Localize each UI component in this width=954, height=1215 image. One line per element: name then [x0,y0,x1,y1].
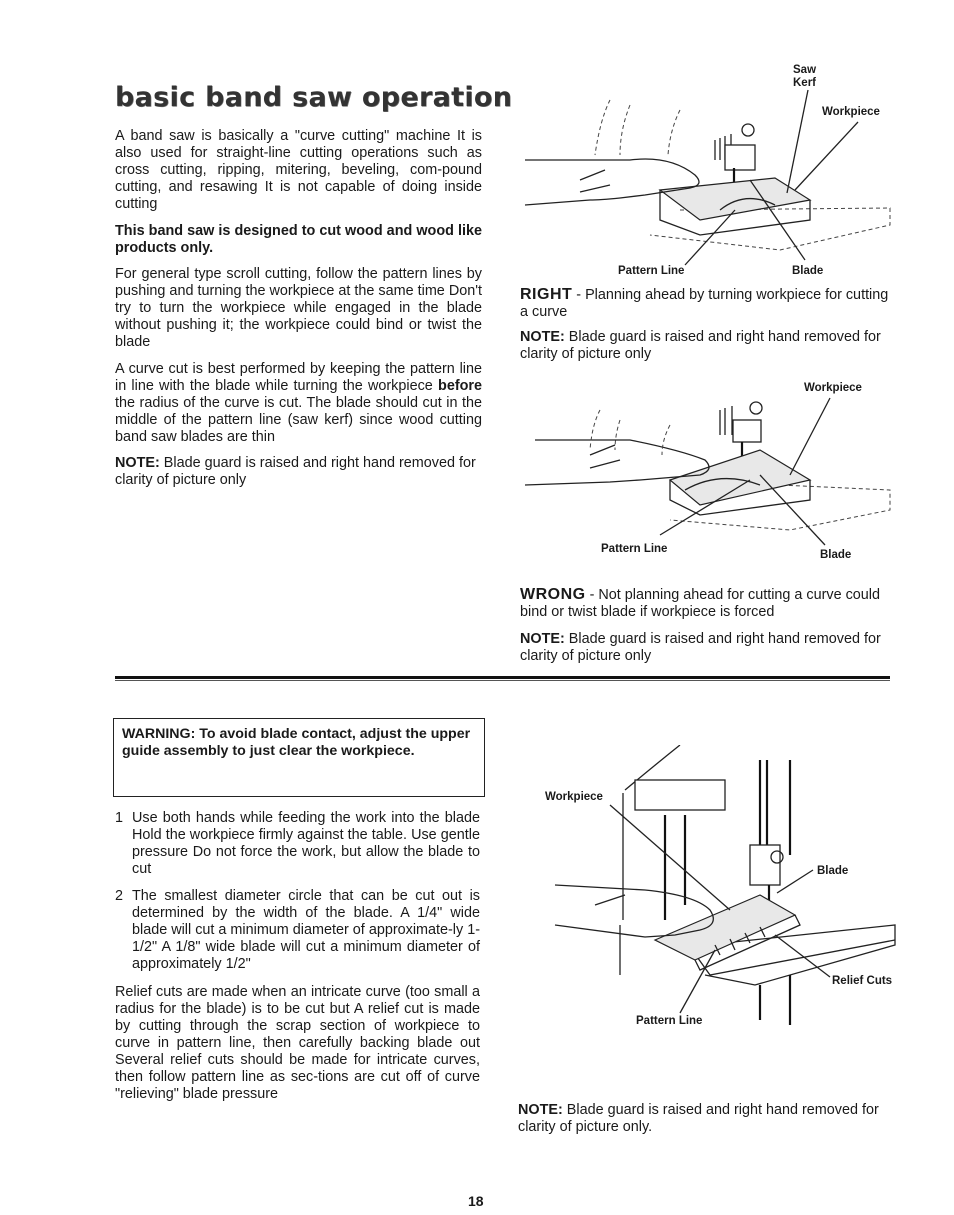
wrong-caption [520,586,890,621]
step-2 [115,888,480,973]
wrong-caption-text: - Not planning ahead for cutting a curve could bind or twist blade if workpiece is forced [520,587,881,620]
saw-kerf-label: Saw Kerf [793,64,817,89]
workpiece-pointer [795,122,858,190]
workpiece-pointer [790,398,830,475]
intro-paragraph: A band saw is basically a "curve cutting" machine It is also used for straight-line cutting operations such as cross cutting, ripping, mitering, beveling, com-pound cutting, and resawing It is not capable of doing inside cutting [115,128,482,212]
step-1 [115,810,480,878]
step-number: 2 [115,888,124,904]
note-label: NOTE: [115,455,160,471]
relief-cuts-paragraph: Relief cuts are made when an intricate curve (too small a radius for the blade) is to be cut but A relief cut is made by cutting through the scrap section of workpiece to curve in pattern line, then carefully backing blade out Several relief cuts should be made for intricate curves, then follow pattern line as sec-tions are cut off of curve "relieving" blade pressure [115,984,480,1102]
blade-guide-block [725,145,755,170]
relief-cuts-pointer [775,935,830,977]
right-caption-head: RIGHT [520,286,573,303]
workpiece-shape [660,178,810,220]
step-text: Use both hands while feeding the work into the blade Hold the workpiece firmly against the table. Use gentle pressure Do not force the work, but allow the blade to cut [132,810,480,877]
wrong-caption-head: WRONG [520,586,586,603]
wrong-cut-illustration [520,380,900,570]
right-cut-illustration [520,60,900,275]
right-caption-text: - Planning ahead by turning workpiece for cutting a curve [520,287,889,320]
relief-note: NOTE: Blade guard is raised and right hand removed for clarity of picture only. [518,1102,879,1135]
upper-wheel-housing [635,780,725,810]
right-caption [520,286,890,321]
blade-label-wrong: Blade [820,549,852,561]
right-note: NOTE: Blade guard is raised and right hand removed for clarity of picture only [520,329,881,362]
page-number: 18 [468,1193,484,1209]
warning-box: WARNING: To avoid blade contact, adjust the upper guide assembly to just clear the workpiece. [113,718,485,797]
step-text: The smallest diameter circle that can be cut out is determined by the width of the blade. A 1/4" wide blade will cut a minimum diameter of approximate-ly 1-1/2" A 1/8" wide blade will cut a minimum diameter of approximately 1/2" [132,888,480,972]
section-divider-thin [115,680,890,681]
saw-table [650,208,890,250]
guide-knob [742,124,754,136]
workpiece-label-wrong: Workpiece [804,382,862,394]
workpiece-shape [670,450,810,505]
section-divider [115,676,890,679]
workpiece-shape [655,895,795,960]
blade-label-relief: Blade [817,865,849,877]
pattern-line-label-right: Pattern Line [618,265,685,277]
pattern-line-label-relief: Pattern Line [636,1015,703,1027]
workpiece-pointer [610,805,730,910]
relief-cuts-label: Relief Cuts [832,975,893,987]
workpiece-label-relief: Workpiece [545,791,603,803]
wrong-note: NOTE: Blade guard is raised and right hand removed for clarity of picture only [520,631,881,664]
pattern-line-label-wrong: Pattern Line [601,543,668,555]
blade-label-right: Blade [792,265,824,277]
workpiece-label-right: Workpiece [822,106,880,118]
page-title: basic band saw operation [115,82,513,113]
curve-cut-text-b: the radius of the curve is cut. The blade should cut in the middle of the pattern line (saw kerf) since wood cutting band saw blades are thin [115,395,482,445]
upper-guide [720,406,732,435]
blade-guide-block [733,420,761,442]
guide-knob [750,402,762,414]
curve-cut-paragraph [115,361,482,446]
step-number: 1 [115,810,124,826]
wood-only-statement: This band saw is designed to cut wood and wood like products only. [115,223,482,256]
relief-cuts-illustration [545,745,905,1035]
kerf-pointer [787,90,808,193]
curve-cut-text-a: A curve cut is best performed by keeping the pattern line in line with the blade while turning the workpiece [115,361,482,394]
curve-cut-emphasis: before [438,378,483,394]
blade-guard-post [760,760,790,855]
scroll-cutting-paragraph: For general type scroll cutting, follow the pattern lines by pushing and turning the workpiece at the same time Don't try to turn the workpiece while engaged in the blade without pushing it; the workpiece could bind or twist the blade [115,266,482,350]
left-note [115,455,482,489]
note-text: Blade guard is raised and right hand removed for clarity of picture only [115,455,476,488]
blade-pointer [777,870,813,893]
